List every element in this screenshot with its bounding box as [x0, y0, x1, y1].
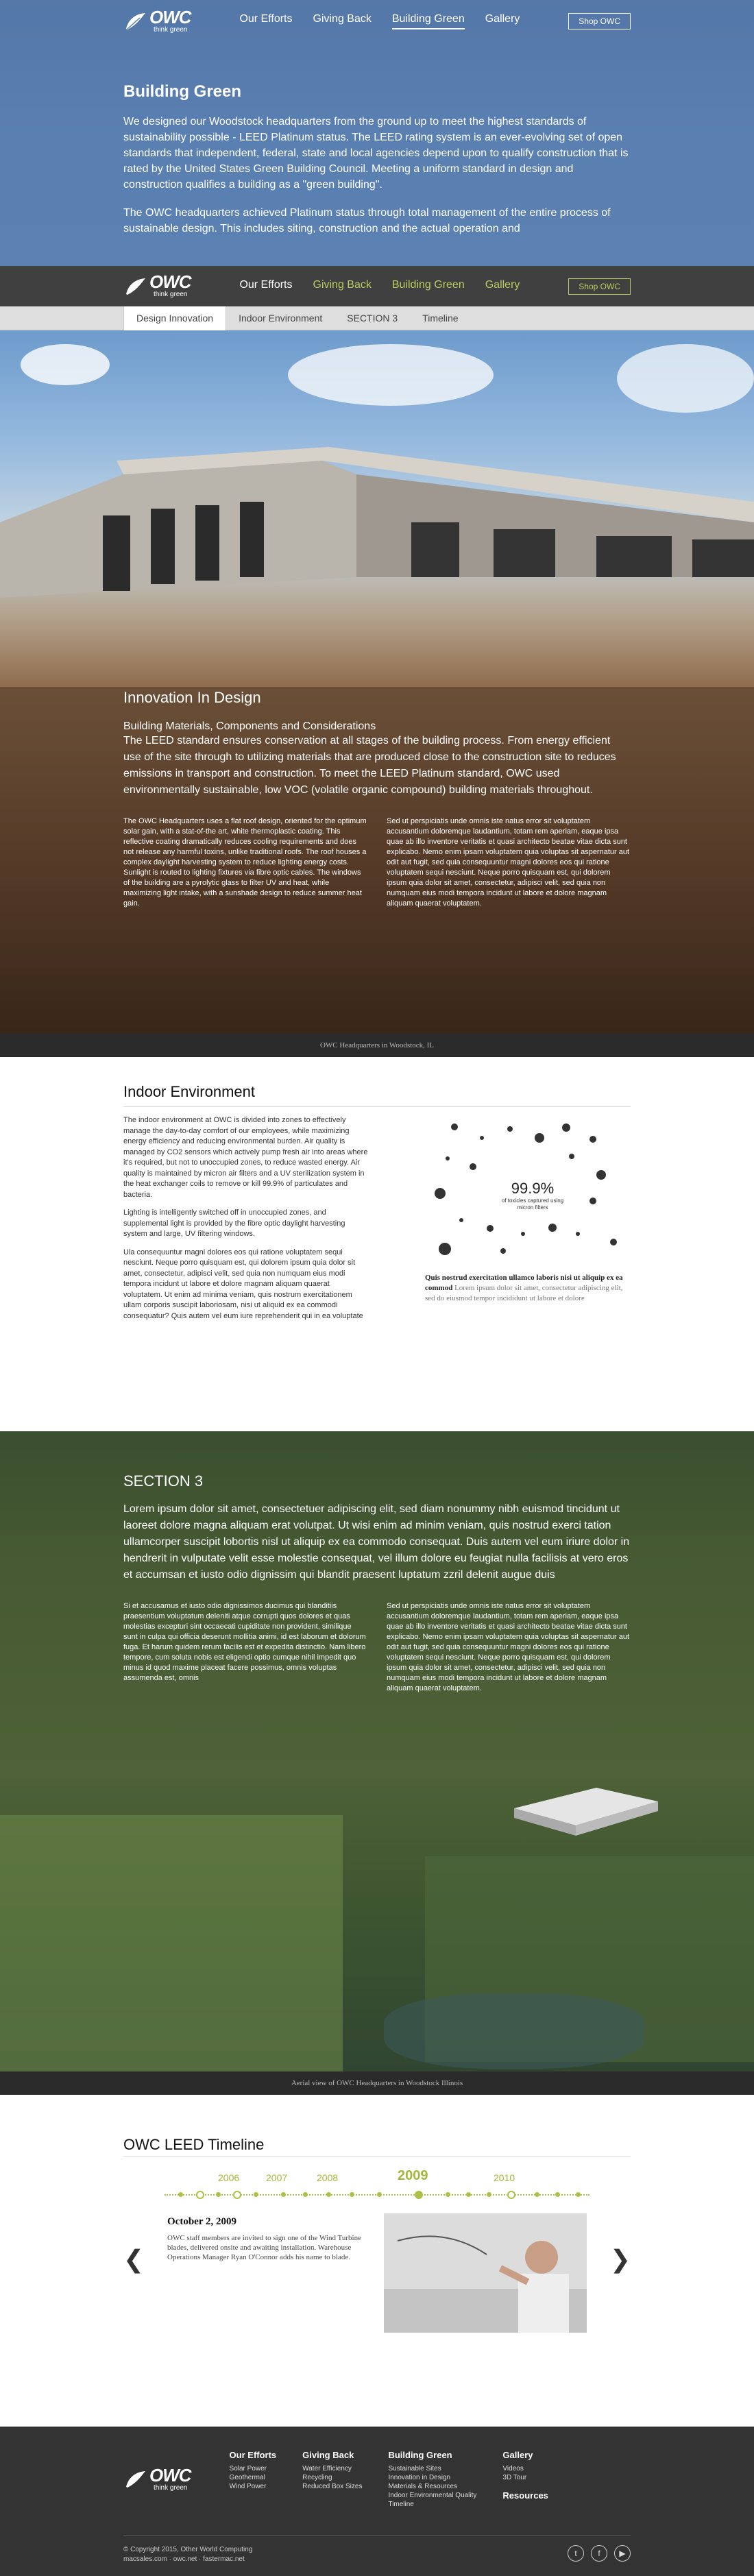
- social-links: [568, 2545, 631, 2564]
- nav-giving-back[interactable]: Giving Back: [313, 13, 372, 25]
- particle: [535, 1133, 544, 1143]
- entry-photo: [384, 2213, 587, 2333]
- footer-link[interactable]: Water Efficiency: [302, 2465, 352, 2472]
- timeline-dot[interactable]: [350, 2192, 354, 2197]
- aerial-caption: Aerial view of OWC Headquarters in Woodstock Illinois: [0, 2071, 754, 2095]
- cloud: [617, 344, 754, 413]
- brand-tagline: think green: [154, 25, 188, 34]
- sticky-nav-building-green[interactable]: Building Green: [391, 278, 465, 291]
- footer-link[interactable]: Indoor Environmental Quality: [388, 2492, 477, 2499]
- nav-gallery[interactable]: Gallery: [485, 13, 520, 25]
- facebook-icon[interactable]: f: [591, 2545, 607, 2562]
- design-subtitle: Building Materials, Components and Considerations: [123, 720, 376, 732]
- cloud: [21, 344, 110, 385]
- sticky-nav-our-efforts[interactable]: Our Efforts: [239, 278, 293, 291]
- leaf-logo-icon: [123, 276, 147, 297]
- sec3-lead: Lorem ipsum dolor sit amet, consectetuer adipiscing elit, sed diam nonummy nibh euismod tincidunt ut laoreet dolore magna aliquam erat volutpat. Ut wisi enim ad minim veniam, quis nostrud exerci tation ullamcorper suscipit lobortis nisl ut aliquip ex ea commodo consequat. Duis autem vel eum iriure dolor in hendrerit in vulputate velit esse molestie consequat, vel illum dolore eu feugiat nulla facilisis at vero eros et accumsan et iusto odio dignissim qui blandit praesent luptatum zzril delenit augue duis: [123, 1503, 630, 1581]
- sticky-shop-owc-button[interactable]: Shop OWC: [568, 278, 631, 295]
- particle: [439, 1243, 451, 1255]
- prev-arrow-icon[interactable]: ❮: [123, 2245, 145, 2273]
- sec3-col-1: Si et accusamus et iusto odio dignissimos ducimus qui blanditiis praesentium voluptatum deleniti atque corrupti quos dolores et quas molestias excepturi sint occaecati cupiditate non provident, similique sunt in culpa qui officia deserunt mollitia animi, id est laborum et dolorum fuga. Et harum quidem rerum facilis est et expedita distinctio. Nam libero tempore, cum soluta nobis est eligendi optio cumque nihil impedit quo minus id quod maxime placeat facere possimus, omnis voluptas assumenda est, omnis: [123, 1602, 366, 1682]
- footer-link[interactable]: Recycling: [302, 2474, 332, 2481]
- timeline-dot[interactable]: [576, 2192, 581, 2197]
- particle: [589, 1198, 596, 1204]
- timeline-slide: [123, 2213, 631, 2333]
- shop-owc-button[interactable]: Shop OWC: [568, 13, 631, 29]
- next-arrow-icon[interactable]: ❯: [609, 2245, 631, 2273]
- footer-logo[interactable]: [123, 2450, 191, 2509]
- timeline-dot[interactable]: [254, 2192, 258, 2197]
- brand-name: OWC: [149, 6, 191, 27]
- brand-name: OWC: [149, 271, 191, 292]
- timeline-dot[interactable]: [303, 2192, 308, 2197]
- entry-text: OWC staff members are invited to sign one of the Wind Turbine blades, delivered onsite and awaiting installation. Warehouse Operations Manager Ryan O'Connor adds his name to blade.: [167, 2234, 361, 2261]
- footer-link[interactable]: Solar Power: [229, 2465, 267, 2472]
- year-2007[interactable]: 2007: [266, 2172, 288, 2183]
- footer-heading[interactable]: Our Efforts: [229, 2450, 277, 2460]
- tab-section-3[interactable]: SECTION 3: [347, 313, 398, 324]
- sticky-nav-giving-back[interactable]: Giving Back: [313, 278, 372, 291]
- aerial-field: [0, 1815, 343, 2089]
- timeline-node[interactable]: [507, 2191, 515, 2199]
- footer-link[interactable]: Sustainable Sites: [388, 2465, 441, 2472]
- design-content: [123, 689, 631, 909]
- particle: [435, 1188, 446, 1199]
- timeline-dot[interactable]: [466, 2192, 471, 2197]
- year-2006[interactable]: 2006: [218, 2172, 240, 2183]
- building-illustration: [0, 420, 754, 598]
- footer-link[interactable]: Reduced Box Sizes: [302, 2483, 363, 2490]
- footer-link[interactable]: Wind Power: [229, 2483, 267, 2490]
- hero-paragraph-2: The OWC headquarters achieved Platinum status through total management of the entire process of sustainable design. This includes siting, construction and the actual operation and: [123, 207, 611, 234]
- particle: [459, 1218, 463, 1222]
- tab-indoor-environment[interactable]: Indoor Environment: [239, 313, 323, 324]
- site-footer: [0, 2427, 754, 2576]
- timeline-dot[interactable]: [535, 2192, 539, 2197]
- particle: [470, 1163, 476, 1170]
- particle: [569, 1154, 574, 1159]
- timeline-node-active[interactable]: [415, 2191, 423, 2199]
- particle: [562, 1123, 570, 1132]
- sec3-content: [123, 1472, 631, 1694]
- page-title: Building Green: [123, 82, 242, 101]
- footer-sites[interactable]: macsales.com · owc.net · fastermac.net: [123, 2555, 245, 2563]
- particle: [576, 1232, 580, 1236]
- quote-bold: Quis nostrud exercitation ullamco laboris nisi ut aliquip ex ea commod: [425, 1274, 623, 1292]
- particle: [521, 1232, 525, 1236]
- stat-unit: %: [540, 1180, 555, 1197]
- timeline-node[interactable]: [196, 2191, 204, 2199]
- year-2008[interactable]: 2008: [317, 2172, 339, 2183]
- leaf-logo-icon: [123, 11, 147, 32]
- section-3: [0, 1431, 754, 2095]
- timeline-node[interactable]: [233, 2191, 241, 2199]
- brand-tagline: think green: [154, 2483, 188, 2492]
- timeline-dot[interactable]: [178, 2192, 183, 2197]
- design-col-2: Sed ut perspiciatis unde omnis iste natus error sit voluptatem accusantium doloremque laudantium, totam rem aperiam, eaque ipsa quae ab illo inventore veritatis et quasi architecto beatae vitae dicta sunt explicabo. Nemo enim ipsam voluptatem quia voluptas sit aspernatur aut odit aut fugit, sed quia consequuntur magni dolores eos qui ratione voluptatem sequi nesciunt. Neque porro quisquam est, qui dolorem ipsum quia dolor sit amet, consectetur, adipisci velit, sed quia non numquam eius modi tempora incidunt ut labore et dolore magnam aliquam quaerat voluptatem.: [387, 817, 630, 908]
- timeline-dot[interactable]: [281, 2192, 286, 2197]
- air-quality-stat: [495, 1180, 570, 1211]
- hero-paragraph-1: We designed our Woodstock headquarters from the ground up to meet the highest standards of sustainability possible - LEED Platinum status. The LEED rating system is an ever-evolving set of open standards that independent, federal, state and local agencies depend upon to qualify construction that is rated by the United States Green Building Council. Meeting a uniform standard in design and construction qualifies a building as a "green building".: [123, 116, 629, 191]
- footer-link[interactable]: 3D Tour: [502, 2474, 527, 2481]
- timeline-dot[interactable]: [487, 2192, 491, 2197]
- owc-logo[interactable]: [123, 6, 191, 34]
- nav-our-efforts[interactable]: Our Efforts: [239, 13, 293, 25]
- timeline-dot[interactable]: [326, 2192, 331, 2197]
- owc-logo-sticky[interactable]: [123, 271, 191, 298]
- hero-section: [0, 0, 754, 266]
- signing-photo-illustration: [384, 2213, 587, 2333]
- particle: [480, 1136, 484, 1140]
- section-subnav: [0, 306, 754, 330]
- cloud: [288, 344, 494, 406]
- design-innovation-section: [0, 330, 754, 1057]
- footer-heading[interactable]: Resources: [502, 2490, 548, 2501]
- footer-heading[interactable]: Gallery: [502, 2450, 533, 2460]
- footer-link[interactable]: Timeline: [388, 2501, 414, 2508]
- particle: [487, 1225, 494, 1232]
- quote-text: Lorem ipsum dolor sit amet, consectetur adipiscing elit, sed do eiusmod tempor incididunt ut labore et dolore: [425, 1284, 623, 1302]
- year-2009[interactable]: 2009: [398, 2168, 428, 2183]
- timeline-years: [123, 2165, 631, 2207]
- particle: [589, 1136, 596, 1143]
- timeline-dot[interactable]: [555, 2192, 560, 2197]
- timeline-dot[interactable]: [377, 2192, 382, 2197]
- twitter-icon[interactable]: t: [568, 2545, 584, 2562]
- stat-value: 99.9: [511, 1180, 541, 1197]
- aerial-building: [514, 1788, 658, 1836]
- timeline-dot[interactable]: [446, 2192, 450, 2197]
- tab-timeline[interactable]: Timeline: [422, 313, 459, 324]
- aerial-pond: [384, 1993, 644, 2069]
- sec3-title: SECTION 3: [123, 1472, 204, 1490]
- tab-design-innovation[interactable]: Design Innovation: [123, 306, 226, 330]
- pull-quote: [425, 1273, 631, 1304]
- footer-col-gallery: [502, 2450, 548, 2509]
- particle: [610, 1239, 617, 1246]
- footer-link[interactable]: Materials & Resources: [388, 2483, 458, 2490]
- indoor-paragraph-1: The indoor environment at OWC is divided into zones to effectively manage the day-to-day comfort of our employees, while maximizing energy efficiency and reducing environmental burden. Air quality is managed by CO2 sensors which actively pump fresh air into areas where it's required, but not to unoccupied zones, to reduce wasted energy. Air quality is maintained by micron air filters and a UV sterilization system in the heat exchanger coils to remove or kill 99.9% of particulates and bacteria.: [123, 1116, 368, 1199]
- indoor-title: Indoor Environment: [123, 1057, 631, 1107]
- indoor-paragraph-3: Ula consequuntur magni dolores eos qui ratione voluptatem sequi nesciunt. Neque porro quisquam est, qui dolorem ipsum quia dolor sit amet, consectetur, adipisci velit, sed quia non numquam eius modi tempora incidunt ut labore et dolore magnam aliquam quaerat voluptatem. Ut enim ad minima veniam, quis nostrum exercitationem ullam corporis suscipit laboriosam, nisi ut aliquid ex ea commodi consequatur? Quis autem vel eum iure reprehenderit qui in ea voluptate: [123, 1248, 363, 1320]
- photo-caption: OWC Headquarters in Woodstock, IL: [0, 1034, 754, 1057]
- brand-name: OWC: [149, 2464, 191, 2486]
- top-nav: [123, 0, 631, 42]
- particle: [596, 1170, 606, 1180]
- design-col-1: The OWC Headquarters uses a flat roof design, oriented for the optimum solar gain, with a stat-of-the art, white thermoplastic coating. This reflective coating dramatically reduces cooling requirements and does not release any harmful toxins, unlike traditional roofs. The roof houses a complex daylight harvesting system to reduce lighting energy costs. Sunlight is routed to lighting fixtures via fibre optic cables. The windows of the building are a pyrolytic glass to filter UV and heat, while maximizing light intake, with a sunshade design to reduce summer heat gain.: [123, 817, 367, 908]
- nav-building-green[interactable]: Building Green: [392, 13, 465, 29]
- footer-col-giving-back: [302, 2450, 362, 2509]
- leaf-logo-icon: [123, 2469, 147, 2490]
- particle: [446, 1156, 450, 1161]
- copyright: © Copyright 2015, Other World Computing: [123, 2546, 253, 2553]
- design-lead: The LEED standard ensures conservation at all stages of the building process. From energy efficient use of the site through to utilizing materials that are produced close to the construction site to reduces emissions in transport and construction. To meet the LEED Platinum standard, OWC used environmentally sustainable, low VOC (volatile organic compound) building materials throughout.: [123, 735, 616, 796]
- timeline-title: OWC LEED Timeline: [123, 2095, 631, 2157]
- stat-label: of toxicles captured using micron filters: [501, 1198, 564, 1211]
- particle-graphic: [432, 1122, 624, 1259]
- footer-link[interactable]: Innovation in Design: [388, 2474, 451, 2481]
- indoor-environment-section: [0, 1057, 754, 1431]
- footer-col-building-green: [388, 2450, 476, 2509]
- footer-link[interactable]: Videos: [502, 2465, 524, 2472]
- brand-tagline: think green: [154, 291, 188, 298]
- particle: [500, 1248, 506, 1254]
- sticky-nav-bar: [0, 266, 754, 306]
- year-2010[interactable]: 2010: [494, 2172, 515, 2183]
- sticky-nav-gallery[interactable]: Gallery: [485, 278, 520, 291]
- footer-bottom: [123, 2535, 631, 2564]
- timeline-section: [0, 2095, 754, 2427]
- footer-heading[interactable]: Building Green: [388, 2450, 452, 2460]
- particle: [548, 1224, 557, 1232]
- footer-link[interactable]: Geothermal: [229, 2474, 265, 2481]
- timeline-dot[interactable]: [216, 2192, 221, 2197]
- footer-heading[interactable]: Giving Back: [302, 2450, 354, 2460]
- sec3-col-2: Sed ut perspiciatis unde omnis iste natus error sit voluptatem accusantium doloremque laudantium, totam rem aperiam, eaque ipsa quae ab illo inventore veritatis et quasi architecto beatae vitae dicta sunt explicabo. Nemo enim ipsam voluptatem quia voluptas sit aspernatur aut odit aut fugit, sed quia consequuntur magni dolores eos qui ratione voluptatem sequi nesciunt. Neque porro quisquam est, qui dolorem ipsum quia dolor sit amet, consectetur, adipisci velit, sed quia non numquam eius modi tempora incidunt ut labore et dolore magnam aliquam quaerat voluptatem.: [387, 1602, 630, 1692]
- youtube-icon[interactable]: ▶: [614, 2545, 631, 2562]
- entry-date: October 2, 2009: [167, 2216, 236, 2227]
- particle: [507, 1126, 513, 1132]
- footer-col-our-efforts: [230, 2450, 277, 2509]
- indoor-paragraph-2: Lighting is intelligently switched off in unoccupied zones, and supplemental light is provided by the fibre optic daylight harvesting system and large, UV filtering windows.: [123, 1208, 345, 1238]
- design-title: Innovation In Design: [123, 689, 261, 706]
- particle: [451, 1123, 458, 1130]
